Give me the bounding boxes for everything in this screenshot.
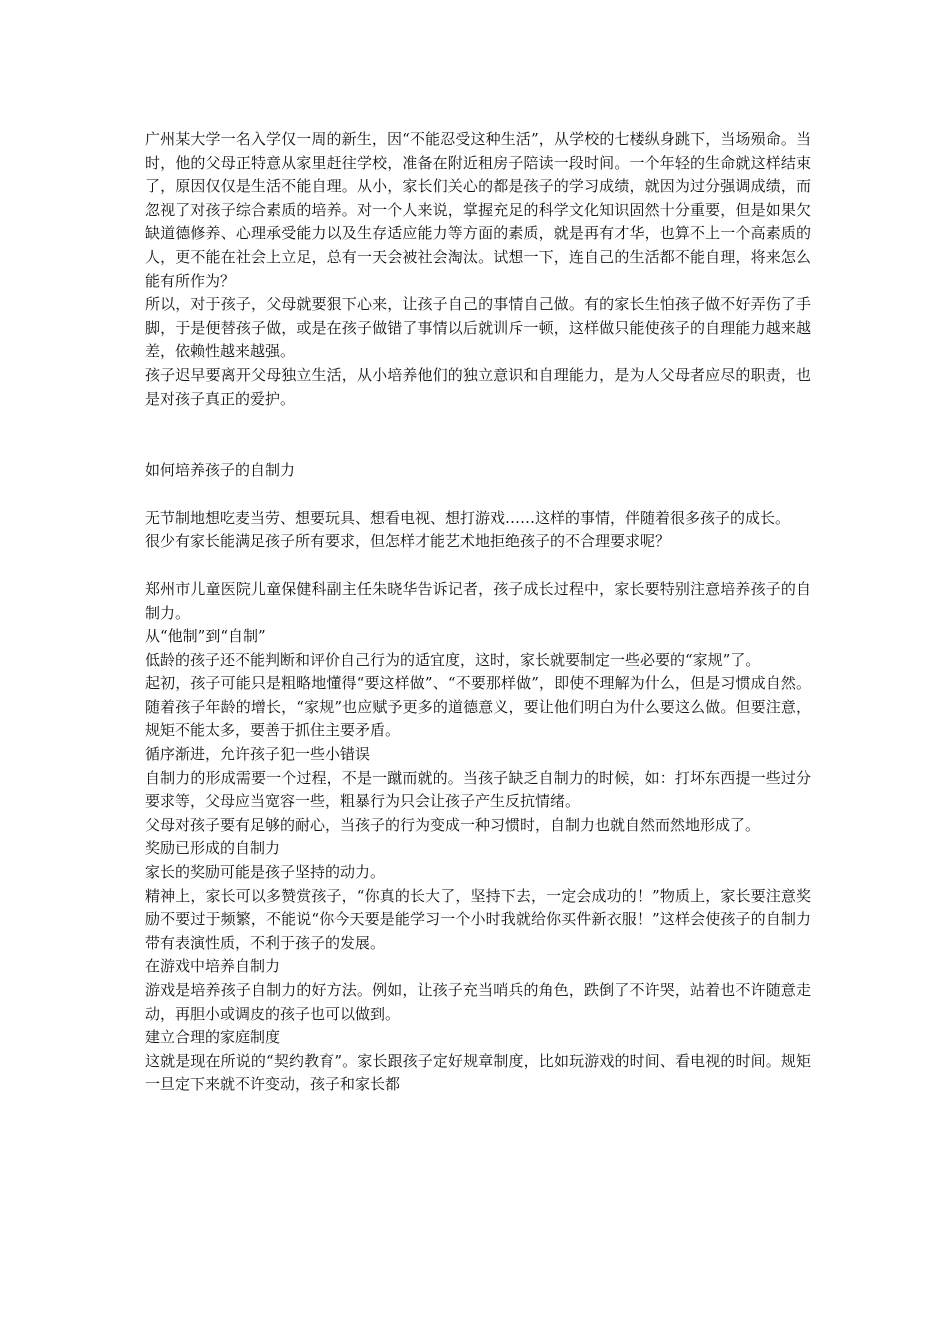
paragraph-3: 孩子迟早要离开父母独立生活，从小培养他们的独立意识和自理能力，是为人父母者应尽的职责，也是对孩子真正的爱护。 [145, 365, 811, 408]
subheading-3: 奖励已形成的自制力 [145, 839, 281, 858]
blank-space [145, 554, 811, 578]
document-body [145, 128, 811, 1097]
paragraph-7: 低龄的孩子还不能判断和评价自己行为的适宜度，这时，家长就要制定一些必要的“家规”了。 [145, 650, 761, 669]
paragraph-1: 广州某大学一名入学仅一周的新生，因“不能忍受这种生活”，从学校的七楼纵身跳下，当场殒命。当时，他的父母正特意从家里赶往学校，准备在附近租房子陪读一段时间。一个年轻的生命就这样结束了，原因仅仅是生活不能自理。从小，家长们关心的都是孩子的学习成绩，就因为过分强调成绩，而忽视了对孩子综合素质的培养。对一个人来说，掌握充足的科学文化知识固然十分重要，但是如果欠缺道德修养、心理承受能力以及生存适应能力等方面的素质，就是再有才华，也算不上一个高素质的人，更不能在社会上立足，总有一天会被社会淘汰。试想一下，连自己的生活都不能自理，将来怎么能有所作为？ [145, 130, 811, 290]
paragraph-8: 起初，孩子可能只是粗略地懂得“要这样做”、“不要那样做”，即使不理解为什么，但是习惯成自然。随着孩子年龄的增长，“家规”也应赋予更多的道德意义，要让他们明白为什么要这么做。但要注意，规矩不能太多，要善于抓住主要矛盾。 [145, 674, 811, 740]
paragraph-9: 自制力的形成需要一个过程，不是一蹴而就的。当孩子缺乏自制力的时候，如：打坏东西提一些过分要求等，父母应当宽容一些，粗暴行为只会让孩子产生反抗情绪。 [145, 768, 811, 811]
paragraph-11: 家长的奖励可能是孩子坚持的动力。 [145, 863, 386, 882]
paragraph-4: 无节制地想吃麦当劳、想要玩具、想看电视、想打游戏……这样的事情，伴随着很多孩子的成长。 [145, 508, 791, 527]
paragraph-14: 这就是现在所说的“契约教育”。家长跟孩子定好规章制度，比如玩游戏的时间、看电视的时间。规矩一旦定下来就不许变动，孩子和家长都 [145, 1051, 811, 1094]
paragraph-12: 精神上，家长可以多赞赏孩子，“你真的长大了，坚持下去，一定会成功的！”物质上，家长要注意奖励不要过于频繁，不能说“你今天要是能学习一个小时我就给你买件新衣服！”这样会使孩子的自制力带有表演性质，不利于孩子的发展。 [145, 886, 811, 952]
paragraph-5: 很少有家长能满足孩子所有要求，但怎样才能艺术地拒绝孩子的不合理要求呢？ [145, 532, 671, 551]
subheading-1: 从“他制”到“自制” [145, 627, 266, 646]
subheading-2: 循序渐进，允许孩子犯一些小错误 [145, 745, 371, 764]
paragraph-10: 父母对孩子要有足够的耐心，当孩子的行为变成一种习惯时，自制力也就自然而然地形成了。 [145, 815, 761, 834]
subheading-4: 在游戏中培养自制力 [145, 957, 281, 976]
blank-space [145, 483, 811, 507]
section-title: 如何培养孩子的自制力 [145, 461, 296, 480]
subheading-5: 建立合理的家庭制度 [145, 1028, 281, 1047]
blank-space [145, 411, 811, 459]
paragraph-13: 游戏是培养孩子自制力的好方法。例如，让孩子充当哨兵的角色，跌倒了不许哭，站着也不许随意走动，再胆小或调皮的孩子也可以做到。 [145, 981, 811, 1023]
paragraph-2: 所以，对于孩子，父母就要狠下心来，让孩子自己的事情自己做。有的家长生怕孩子做不好弄伤了手脚，于是便替孩子做，或是在孩子做错了事情以后就训斥一顿，这样做只能使孩子的自理能力越来越差，依赖性越来越强。 [145, 295, 811, 361]
paragraph-6: 郑州市儿童医院儿童保健科副主任朱晓华告诉记者，孩子成长过程中，家长要特别注意培养孩子的自制力。 [145, 579, 811, 622]
